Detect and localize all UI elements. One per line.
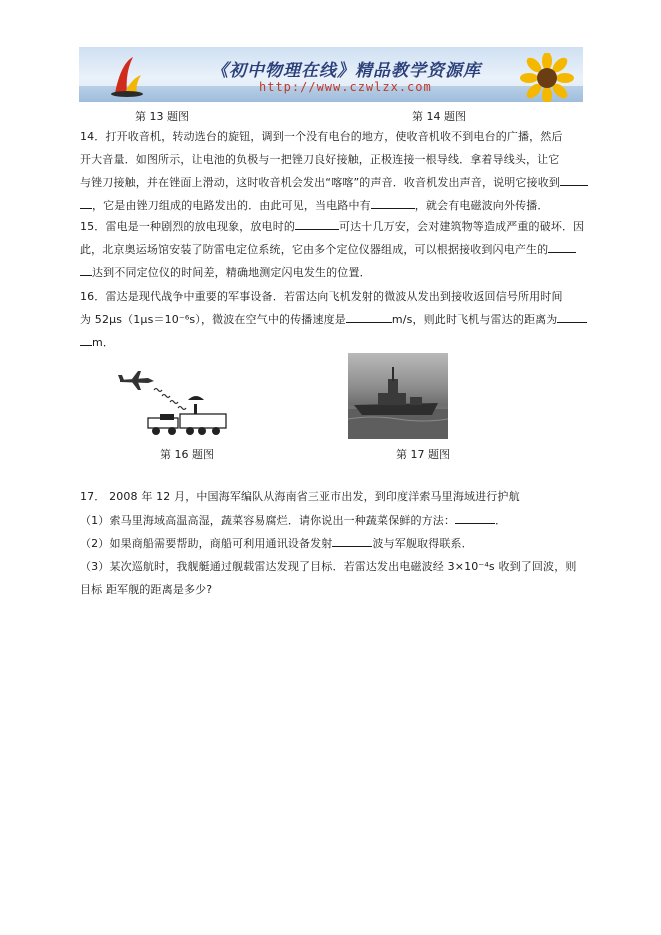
q15-line-3-text: 达到不同定位仪的时间差，精确地测定闪电发生的位置． <box>92 266 371 279</box>
q15-line-2-text: 此，北京奥运场馆安装了防雷电定位系统，它由多个定位仪器组成，可以根据接收到闪电产生的 <box>80 243 549 256</box>
q14-line-3-text: 与锉刀接触，并在锉面上滑动，这时收音机会发出“喀喀”的声音．收音机发出声音，说明它接收到 <box>80 176 560 189</box>
answer-blank[interactable] <box>295 218 339 230</box>
radar-plane-figure <box>118 370 230 442</box>
q17-part-1 <box>80 512 506 528</box>
q16-line-2-text-b: m/s，则此时飞机与雷达的距离为 <box>391 313 558 326</box>
answer-blank[interactable] <box>371 197 415 209</box>
q15-line-1-text-b: 可达十几万安，会对建筑物等造成严重的破坏．因 <box>339 220 585 233</box>
radar-truck-icon <box>148 396 226 435</box>
q17-part-3-cont: 目标 距军舰的距离是多少? <box>80 583 213 596</box>
answer-blank[interactable] <box>548 241 576 253</box>
q14-line-2: 开大音量．如图所示，让电池的负极与一把锉刀良好接触，正极连接一根导线．拿着导线头，让它 <box>80 153 560 166</box>
q17-part-2-text-a: （2）如果商船需要帮助，商船可利用通讯设备发射 <box>80 537 333 550</box>
q15-line-1-text-a: 15．雷电是一种剧烈的放电现象，放电时的 <box>80 220 295 233</box>
q17-part-1-text-a: （1）索马里海域高温高湿，蔬菜容易腐烂．请你说出一种蔬菜保鲜的方法： <box>80 514 456 527</box>
q15-line-1 <box>80 218 584 234</box>
banner-title: 《初中物理在线》精品教学资源库 <box>211 61 481 81</box>
caption-fig17: 第 17 题图 <box>396 448 450 461</box>
q14-line-4-text-a: ，它是由锉刀组成的电路发出的．由此可见，当电路中有 <box>92 199 371 212</box>
sunflower-icon <box>517 53 577 102</box>
answer-blank[interactable] <box>80 334 92 346</box>
warship-photo <box>348 353 448 439</box>
answer-blank[interactable] <box>346 311 392 323</box>
caption-fig16: 第 16 题图 <box>160 448 214 461</box>
q16-line-2-text-a: 为 52μs（1μs＝10⁻⁶s），微波在空气中的传播速度是 <box>80 313 346 326</box>
banner-url: http://www.czwlzx.com <box>259 80 432 94</box>
q14-line-3 <box>80 174 588 190</box>
answer-blank[interactable] <box>80 264 92 276</box>
warship-icon <box>348 353 448 439</box>
caption-fig13: 第 13 题图 <box>135 110 189 123</box>
answer-blank[interactable] <box>80 197 92 209</box>
q17-part-2-text-b: 波与军舰取得联系． <box>372 537 473 550</box>
answer-blank[interactable] <box>332 535 372 547</box>
q16-line-2 <box>80 311 587 327</box>
airplane-icon <box>118 371 154 390</box>
answer-blank[interactable] <box>557 311 587 323</box>
q16-line-1: 16．雷达是现代战争中重要的军事设备．若雷达向飞机发射的微波从发出到接收返回信号所用时间 <box>80 290 563 303</box>
q17-part-2 <box>80 535 473 551</box>
answer-blank[interactable] <box>455 512 495 524</box>
answer-blank[interactable] <box>560 174 588 186</box>
q14-line-1: 14．打开收音机，转动选台的旋钮，调到一个没有电台的地方，使收音机收不到电台的广播，然后 <box>80 130 563 143</box>
q15-line-2 <box>80 241 576 257</box>
q17-intro: 17． 2008 年 12 月，中国海军编队从海南省三亚市出发，到印度洋索马里海域进行护航 <box>80 490 520 503</box>
q16-line-3-text: m． <box>92 336 115 349</box>
header-banner <box>79 47 583 102</box>
q14-line-4-text-b: ，就会有电磁波向外传播． <box>414 199 549 212</box>
logo-icon <box>107 53 147 97</box>
q16-line-3 <box>80 334 114 350</box>
q17-part-1-text-b: ． <box>495 514 507 527</box>
caption-fig14: 第 14 题图 <box>412 110 466 123</box>
q14-line-4 <box>80 197 549 213</box>
q17-part-3: （3）某次巡航时，我舰艇通过舰载雷达发现了目标．若雷达发出电磁波经 3×10⁻⁴s 收到了回波，则 <box>80 560 577 573</box>
q15-line-3 <box>80 264 371 280</box>
microwave-signal-icon <box>154 389 186 410</box>
